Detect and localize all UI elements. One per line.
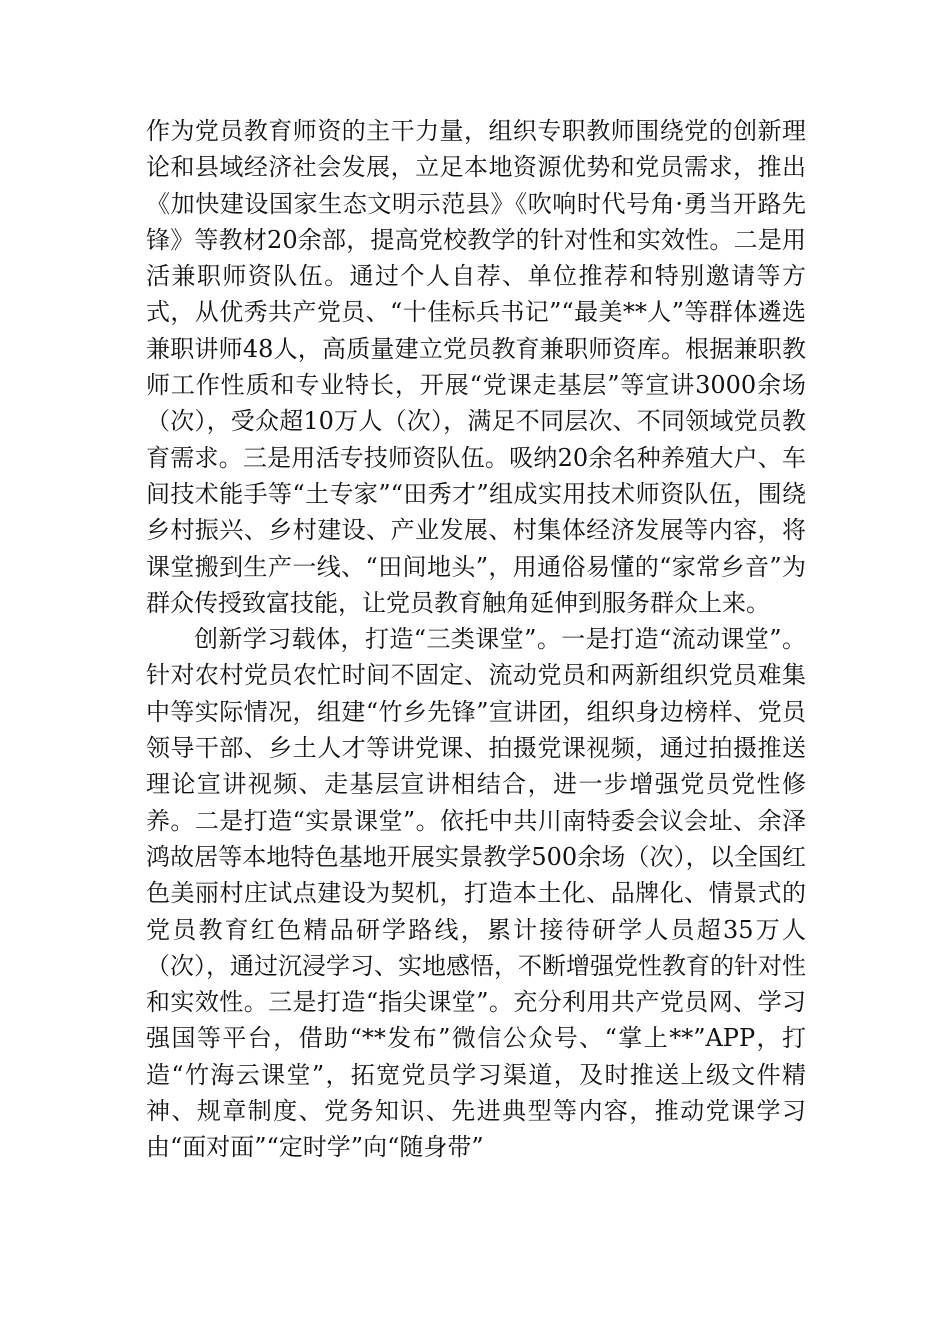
document-page (146, 113, 806, 1166)
body-paragraph-1: 作为党员教育师资的主干力量，组织专职教师围绕党的创新理论和县域经济社会发展，立足本地资源优势和党员需求，推出《加快建设国家生态文明示范县》《吹响时代号角·勇当开路先锋》等教材20余部，提高党校教学的针对性和实效性。二是用活兼职师资队伍。通过个人自荐、单位推荐和特别邀请等方式，从优秀共产党员、“十佳标兵书记”“最美**人”等群体遴选兼职讲师48人，高质量建立党员教育兼职师资库。根据兼职教师工作性质和专业特长，开展“党课走基层”等宣讲3000余场（次），受众超10万人（次），满足不同层次、不同领域党员教育需求。三是用活专技师资队伍。吸纳20余名种养殖大户、车间技术能手等“土专家”“田秀才”组成实用技术师资队伍，围绕乡村振兴、乡村建设、产业发展、村集体经济发展等内容，将课堂搬到生产一线、“田间地头”，用通俗易懂的“家常乡音”为群众传授致富技能，让党员教育触角延伸到服务群众上来。 (146, 117, 806, 617)
body-paragraph-2: 创新学习载体，打造“三类课堂”。一是打造“流动课堂”。针对农村党员农忙时间不固定、流动党员和两新组织党员难集中等实际情况，组建“竹乡先锋”宣讲团，组织身边榜样、党员领导干部、乡土人才等讲党课、拍摄党课视频，通过拍摄推送理论宣讲视频、走基层宣讲相结合，进一步增强党员党性修养。二是打造“实景课堂”。依托中共川南特委会议会址、余泽鸿故居等本地特色基地开展实景教学500余场（次），以全国红色美丽村庄试点建设为契机，打造本土化、品牌化、情景式的党员教育红色精品研学路线，累计接待研学人员超35万人（次），通过沉浸学习、实地感悟，不断增强党性教育的针对性和实效性。三是打造“指尖课堂”。充分利用共产党员网、学习强国等平台，借助“**发布”微信公众号、“掌上**”APP，打造“竹海云课堂”，拓宽党员学习渠道，及时推送上级文件精神、规章制度、党务知识、先进典型等内容，推动党课学习由“面对面”“定时学”向“随身带” (146, 625, 806, 1162)
